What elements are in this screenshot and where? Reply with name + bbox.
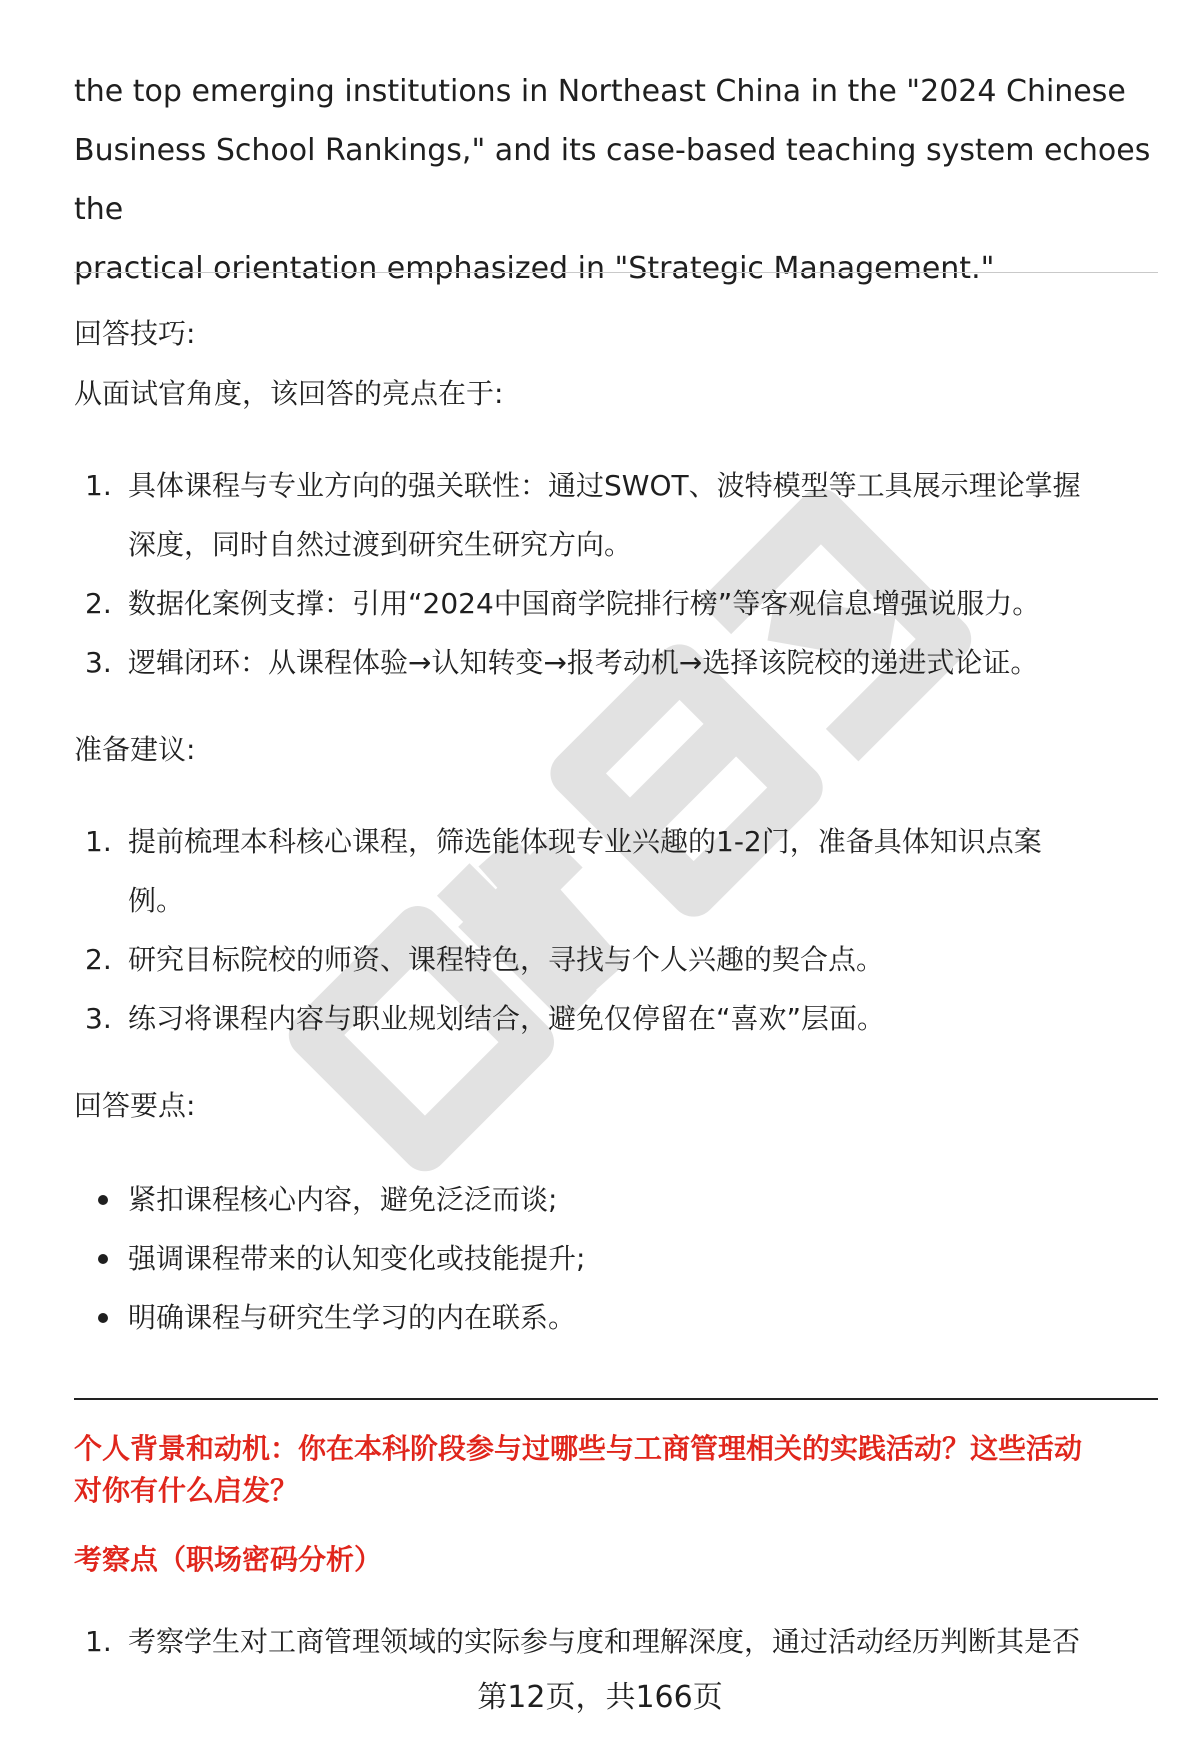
list-item [74, 989, 1158, 1048]
item-text: 深度，同时自然过渡到研究生研究方向。 [128, 528, 633, 561]
item-number: 3. [85, 646, 112, 679]
list-item [74, 574, 1158, 633]
list-item [74, 1288, 1158, 1347]
item-number: 3. [85, 1002, 112, 1035]
bullet-icon [98, 1254, 108, 1264]
section-divider [74, 272, 1158, 273]
item-text: 例。 [128, 884, 185, 917]
bullet-icon [98, 1313, 108, 1323]
list-item [74, 812, 1158, 930]
intro-line: the top emerging institutions in Northeast China in the "2024 Chinese [74, 74, 1126, 109]
list-item [74, 1612, 1158, 1671]
keypoints-list [74, 1170, 1158, 1347]
list-item [74, 1170, 1158, 1229]
analysis-list [74, 1612, 1158, 1671]
question-heading [74, 1428, 1164, 1512]
item-number: 2. [85, 587, 112, 620]
analysis-heading: 考察点（职场密码分析） [74, 1543, 383, 1576]
tips-heading: 回答技巧: [74, 317, 196, 350]
tips-intro: 从面试官角度，该回答的亮点在于: [74, 377, 504, 410]
list-item [74, 1229, 1158, 1288]
prep-list [74, 812, 1158, 1048]
list-item [74, 633, 1158, 692]
item-text: 逻辑闭环：从课程体验→认知转变→报考动机→选择该院校的递进式论证。 [128, 646, 1039, 679]
item-number: 1. [85, 825, 112, 858]
intro-line: practical orientation emphasized in "Strategic Management." [74, 251, 995, 286]
item-number: 2. [85, 943, 112, 976]
page-number-footer: 第12页，共166页 [477, 1680, 723, 1715]
item-text: 明确课程与研究生学习的内在联系。 [128, 1301, 577, 1334]
intro-line: Business School Rankings," and its case-based teaching system echoes the [74, 133, 1151, 227]
item-text: 强调课程带来的认知变化或技能提升; [128, 1242, 586, 1275]
item-text: 数据化案例支撑：引用“2024中国商学院排行榜”等客观信息增强说服力。 [128, 587, 1041, 620]
question-line: 个人背景和动机：你在本科阶段参与过哪些与工商管理相关的实践活动？这些活动 [74, 1432, 1083, 1465]
question-line: 对你有什么启发？ [74, 1474, 299, 1507]
item-number: 1. [85, 469, 112, 502]
tips-list [74, 456, 1158, 692]
item-text: 提前梳理本科核心课程，筛选能体现专业兴趣的1-2门，准备具体知识点案 [128, 825, 1042, 858]
question-divider [74, 1398, 1158, 1400]
item-number: 1. [85, 1625, 112, 1658]
item-text: 研究目标院校的师资、课程特色，寻找与个人兴趣的契合点。 [128, 943, 885, 976]
item-text: 具体课程与专业方向的强关联性：通过SWOT、波特模型等工具展示理论掌握 [128, 469, 1081, 502]
item-text: 紧扣课程核心内容，避免泛泛而谈; [128, 1183, 558, 1216]
item-text: 考察学生对工商管理领域的实际参与度和理解深度，通过活动经历判断其是否 [128, 1625, 1081, 1658]
bullet-icon [98, 1195, 108, 1205]
prep-heading: 准备建议: [74, 733, 196, 766]
intro-paragraph [74, 62, 1158, 298]
keypoints-heading: 回答要点: [74, 1089, 196, 1122]
list-item [74, 456, 1158, 574]
item-text: 练习将课程内容与职业规划结合，避免仅停留在“喜欢”层面。 [128, 1002, 886, 1035]
list-item [74, 930, 1158, 989]
